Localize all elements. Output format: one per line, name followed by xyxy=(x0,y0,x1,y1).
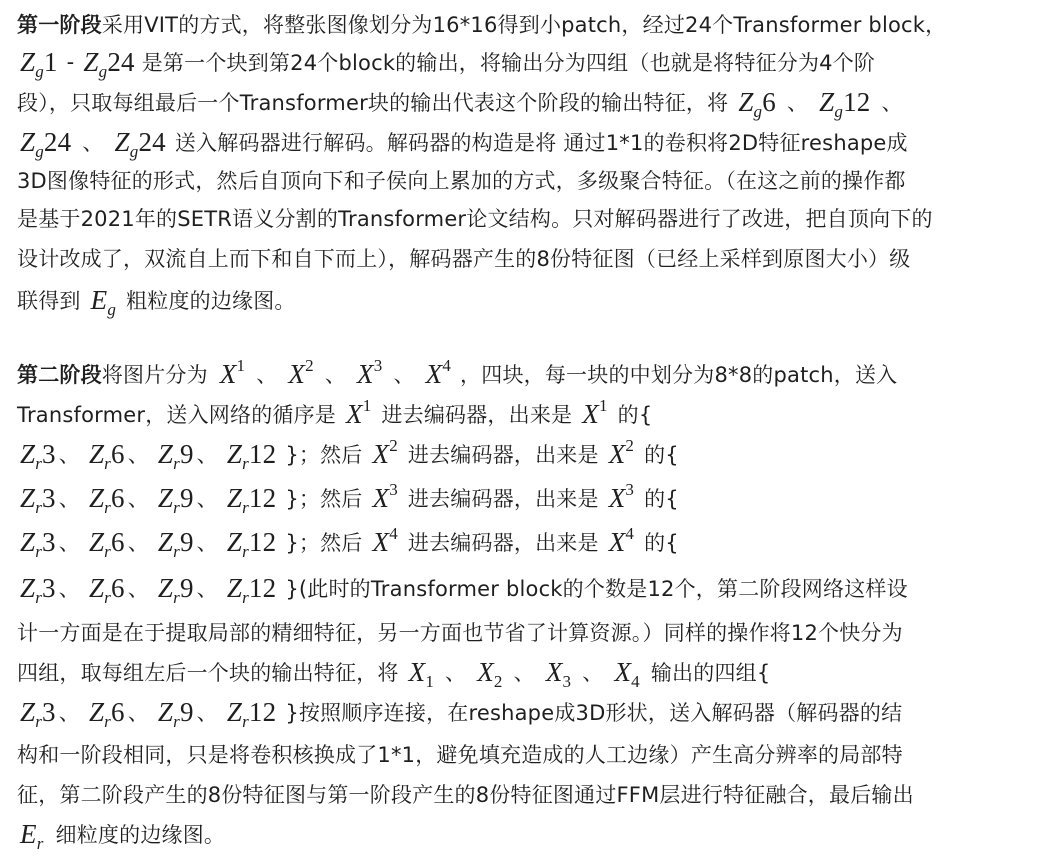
text: 、 xyxy=(196,443,218,467)
text: 进去编码器，出来是 xyxy=(407,443,599,467)
stage1-line-7 xyxy=(17,238,910,278)
math-x4: $X^4$ xyxy=(372,523,398,557)
stage1-heading: 第一阶段 xyxy=(17,13,102,37)
stage2-line-11 xyxy=(17,774,914,814)
text: 、 xyxy=(582,661,604,685)
math-zr12: $Z_r12$ xyxy=(226,696,277,731)
text: 、 xyxy=(513,661,535,685)
math-x1: $X^1$ xyxy=(219,355,246,389)
math-x4: $X^4$ xyxy=(425,355,452,389)
stage2-line-5 xyxy=(17,522,679,562)
stage2-line-9 xyxy=(17,692,902,732)
text: 、 xyxy=(445,661,467,685)
text: - xyxy=(66,50,75,74)
stage1-line-3 xyxy=(17,82,903,122)
text: Transformer，送入网络的循序是 xyxy=(17,403,337,427)
text: }按照顺序连接，在reshape成3D形状，送入解码器（解码器的结 xyxy=(285,701,903,725)
math-zg1: $Z_g1$ xyxy=(20,46,58,81)
text: 、 xyxy=(58,531,80,555)
text: 、 xyxy=(127,531,149,555)
text: 设计改成了，双流自上而下和自下而上），解码器产生的8份特征图（已经上采样到原图大小）级 xyxy=(17,247,911,271)
math-zr6: $Z_r6$ xyxy=(88,438,125,473)
text: 进去编码器，出来是 xyxy=(407,487,599,511)
text: 、 xyxy=(196,531,218,555)
stage2-line-3 xyxy=(17,434,679,474)
stage1-line-2 xyxy=(17,42,875,82)
math-x-sub1: $X_1$ xyxy=(408,656,435,691)
math-zg24-a: $Z_g24$ xyxy=(20,126,72,161)
math-zr9: $Z_r9$ xyxy=(157,526,194,561)
math-zr6: $Z_r6$ xyxy=(88,482,125,517)
math-x1: $X^1$ xyxy=(582,395,608,429)
text: 、 xyxy=(82,131,104,155)
math-x2: $X^2$ xyxy=(608,435,635,469)
text: 是第一个块到第24个block的输出，将输出分为四组（也就是将特征分为4个阶 xyxy=(141,51,876,75)
text: 、 xyxy=(58,701,80,725)
stage1-line-4 xyxy=(17,122,908,162)
text: 征，第二阶段产生的8份特征图与第一阶段产生的8份特征图通过FFM层进行特征融合，最后输出 xyxy=(17,783,914,807)
stage2-line-7 xyxy=(17,612,903,652)
math-zg12: $Z_g12$ xyxy=(819,86,871,121)
math-zg24-b: $Z_g24$ xyxy=(114,126,166,161)
text: }；然后 xyxy=(285,443,363,467)
math-zg6: $Z_g6$ xyxy=(738,86,776,121)
text: 计一方面是在于提取局部的精细特征，另一方面也节省了计算资源。）同样的操作将12个快分为 xyxy=(17,621,903,645)
text: 、 xyxy=(58,577,80,601)
stage1-line-1 xyxy=(17,4,946,44)
stage2-line-12 xyxy=(17,814,225,854)
text: 、 xyxy=(196,577,218,601)
text: ，四块，每一块的中划分为8*8的patch，送入 xyxy=(460,363,898,387)
text: 段），只取每组最后一个Transformer块的输出代表这个阶段的输出特征，将 xyxy=(17,91,729,115)
stage2-heading: 第二阶段 xyxy=(17,363,102,387)
math-x3: $X^3$ xyxy=(357,355,383,389)
math-zr3: $Z_r3$ xyxy=(20,572,56,607)
text: 四组，取每组左后一个块的输出特征，将 xyxy=(17,661,399,685)
math-zr3: $Z_r3$ xyxy=(20,482,56,517)
math-x1: $X^1$ xyxy=(346,395,372,429)
text: 的{ xyxy=(644,487,679,511)
text: 、 xyxy=(58,443,80,467)
text: 粗粒度的边缘图。 xyxy=(126,289,296,313)
text: 、 xyxy=(58,487,80,511)
math-x3: $X^3$ xyxy=(608,479,635,513)
math-zr9: $Z_r9$ xyxy=(157,482,194,517)
stage2-line-8 xyxy=(17,652,770,692)
stage2-line-1 xyxy=(17,354,897,394)
math-x3: $X^3$ xyxy=(372,479,398,513)
math-zr9: $Z_r9$ xyxy=(157,696,194,731)
math-zg24: $Z_g24$ xyxy=(83,46,135,81)
text: 采用VIT的方式，将整张图像划分为16*16得到小patch，经过24个Transformer block， xyxy=(101,13,947,37)
math-x-sub4: $X_4$ xyxy=(614,656,640,691)
math-eg: $E_g$ xyxy=(90,284,117,319)
math-zr3: $Z_r3$ xyxy=(20,696,56,731)
text: 3D图像特征的形式，然后自顶向下和子侯向上累加的方式，多级聚合特征。（在这之前的操作都 xyxy=(17,169,906,193)
math-zr3: $Z_r3$ xyxy=(20,526,56,561)
text: 进去编码器，出来是 xyxy=(381,403,573,427)
math-zr6: $Z_r6$ xyxy=(88,526,125,561)
math-zr3: $Z_r3$ xyxy=(20,438,56,473)
text: 进去编码器，出来是 xyxy=(407,531,599,555)
text: 、 xyxy=(393,363,415,387)
math-zr9: $Z_r9$ xyxy=(157,438,194,473)
stage1-line-5 xyxy=(17,160,906,200)
text: 联得到 xyxy=(17,289,81,313)
math-x4: $X^4$ xyxy=(608,523,635,557)
math-zr12: $Z_r12$ xyxy=(226,438,277,473)
text: 、 xyxy=(127,577,149,601)
text: 的{ xyxy=(644,531,679,555)
math-zr9: $Z_r9$ xyxy=(157,572,194,607)
text: 的{ xyxy=(644,443,679,467)
text: 、 xyxy=(786,91,809,115)
text: 输出的四组{ xyxy=(650,661,771,685)
stage2-line-2 xyxy=(17,394,652,434)
text: 细粒度的边缘图。 xyxy=(55,823,226,847)
math-x-sub3: $X_3$ xyxy=(545,656,572,691)
text: }(此时的Transformer block的个数是12个，第二阶段网络这样设 xyxy=(285,577,908,601)
text: 、 xyxy=(256,363,278,387)
text: 送入解码器进行解码。解码器的构造是将 通过1*1的卷积将2D特征reshape成 xyxy=(174,131,908,155)
math-x2: $X^2$ xyxy=(288,355,314,389)
text: 构和一阶段相同，只是将卷积核换成了1*1，避免填充造成的人工边缘）产生高分辨率的局部特 xyxy=(17,743,903,767)
text: 、 xyxy=(127,701,149,725)
math-x2: $X^2$ xyxy=(372,435,398,469)
stage1-line-8 xyxy=(17,280,296,320)
text: 、 xyxy=(196,487,218,511)
text: 、 xyxy=(324,363,347,387)
text: 、 xyxy=(196,701,218,725)
text: 是基于2021年的SETR语义分割的Transformer论文结构。只对解码器进行了改进，把自顶向下的 xyxy=(17,207,933,231)
stage2-line-6 xyxy=(17,568,908,608)
math-zr12: $Z_r12$ xyxy=(226,526,277,561)
text: }；然后 xyxy=(285,531,363,555)
math-zr6: $Z_r6$ xyxy=(88,572,125,607)
math-x-sub2: $X_2$ xyxy=(477,656,503,691)
math-zr12: $Z_r12$ xyxy=(226,572,277,607)
stage2-line-4 xyxy=(17,478,679,518)
text: 的{ xyxy=(617,403,653,427)
text: }；然后 xyxy=(285,487,363,511)
math-er: $E_r$ xyxy=(20,818,44,853)
text: 、 xyxy=(127,443,149,467)
text: 将图片分为 xyxy=(101,363,208,387)
stage1-line-6 xyxy=(17,198,933,238)
math-zr6: $Z_r6$ xyxy=(88,696,125,731)
math-zr12: $Z_r12$ xyxy=(226,482,277,517)
stage2-line-10 xyxy=(17,734,903,774)
text: 、 xyxy=(881,91,903,115)
text: 、 xyxy=(127,487,149,511)
